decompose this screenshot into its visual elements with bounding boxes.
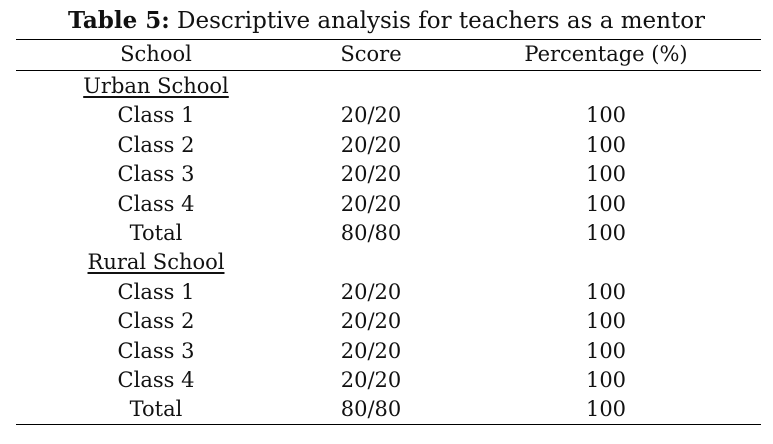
table-header-rule: [16, 70, 761, 71]
group-heading: Urban School: [83, 74, 229, 98]
percentage-cell: 100: [585, 132, 627, 157]
percentage-cell: 100: [585, 103, 627, 128]
score-cell: 20/20: [340, 368, 402, 392]
percentage-cell: 100: [585, 191, 627, 216]
group-heading-row: [16, 248, 761, 277]
table-row: [16, 366, 761, 395]
score-cell: 80/80: [340, 397, 402, 422]
school-cell: Class 2: [117, 132, 195, 157]
school-cell: Class 1: [117, 103, 195, 128]
percentage-cell: 100: [585, 397, 627, 422]
percentage-cell: 100: [585, 338, 627, 363]
table-row: [16, 395, 761, 424]
score-cell: 20/20: [340, 191, 402, 216]
table-row: [16, 101, 761, 130]
table-row: [16, 190, 761, 219]
group-heading: Rural School: [87, 250, 225, 275]
percentage-cell: 100: [585, 368, 627, 392]
table-row: [16, 337, 761, 366]
column-header-school: School: [120, 42, 192, 66]
table-row: [16, 131, 761, 160]
table-row: [16, 160, 761, 189]
table-header-row: [16, 40, 761, 69]
percentage-cell: 100: [585, 221, 627, 245]
table-caption-label: Table 5:: [67, 7, 170, 34]
percentage-cell: 100: [585, 279, 627, 304]
school-cell: Class 2: [117, 309, 195, 334]
percentage-cell: 100: [585, 162, 627, 187]
school-cell: Class 4: [117, 191, 195, 216]
column-header-percentage: Percentage (%): [524, 42, 688, 66]
table-caption: [0, 6, 773, 36]
score-cell: 20/20: [340, 338, 402, 363]
column-header-score: Score: [340, 42, 402, 66]
school-cell: Class 3: [117, 162, 195, 187]
score-cell: 20/20: [340, 103, 402, 128]
school-cell: Class 4: [117, 368, 195, 392]
score-cell: 20/20: [340, 309, 402, 334]
school-cell: Total: [129, 221, 183, 245]
score-cell: 80/80: [340, 221, 402, 245]
table-row: [16, 278, 761, 307]
table-row: [16, 219, 761, 248]
score-cell: 20/20: [340, 162, 402, 187]
school-cell: Total: [129, 397, 183, 422]
school-cell: Class 3: [117, 338, 195, 363]
score-cell: 20/20: [340, 132, 402, 157]
group-heading-row: [16, 72, 761, 101]
table-bottom-rule: [16, 424, 761, 425]
school-cell: Class 1: [117, 279, 195, 304]
percentage-cell: 100: [585, 309, 627, 334]
table-caption-text: Descriptive analysis for teachers as a mentor: [169, 8, 706, 34]
score-cell: 20/20: [340, 279, 402, 304]
table-row: [16, 307, 761, 336]
